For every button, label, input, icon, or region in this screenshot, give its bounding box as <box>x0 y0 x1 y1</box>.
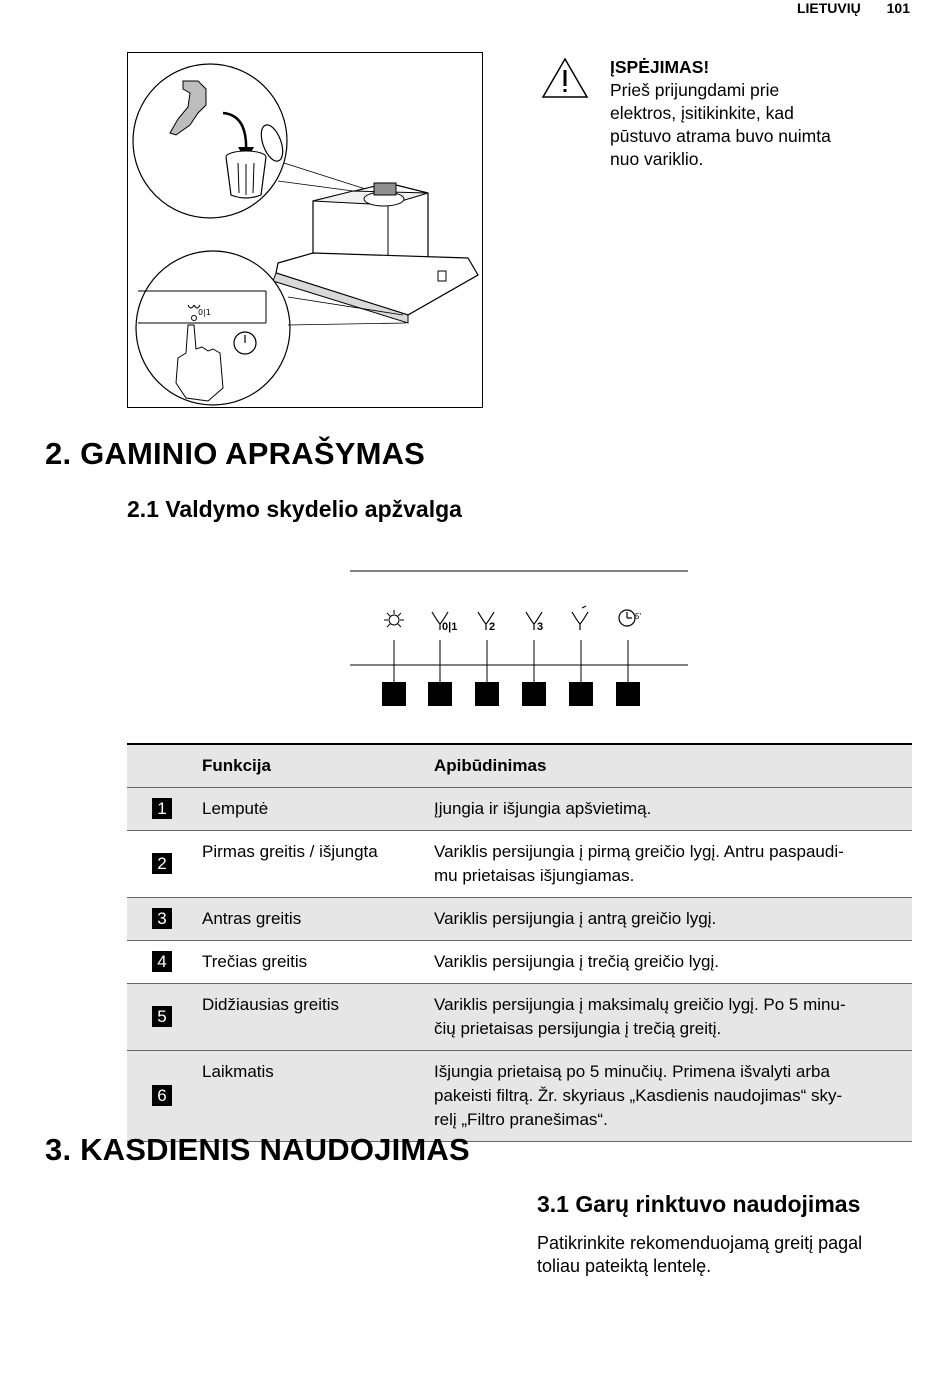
table-header-num <box>127 744 202 788</box>
speed-3-label: 3 <box>537 621 544 633</box>
warning-line: elektros, įsitikinkite, kad <box>610 103 794 123</box>
section-3-1-body <box>537 1232 917 1278</box>
section-2-title: 2. GAMINIO APRAŠYMAS <box>45 436 426 471</box>
row-description: Variklis persijungia į antrą greičio lygį. <box>434 898 912 941</box>
installation-figure <box>127 52 483 408</box>
warning-line: pūstuvo atrama buvo nuimta <box>610 126 831 146</box>
row-description: Įjungia ir išjungia apšvietimą. <box>434 788 912 831</box>
warning-line: Prieš prijungdami prie <box>610 80 780 100</box>
table-row <box>127 984 912 1051</box>
table-header-description: Apibūdinimas <box>434 744 912 788</box>
light-icon <box>384 610 404 627</box>
body-line: toliau pateiktą lentelę. <box>537 1256 712 1276</box>
body-line: Patikrinkite rekomenduojamą greitį pagal <box>537 1233 863 1253</box>
warning-line: nuo variklio. <box>610 149 704 169</box>
installation-illustration <box>128 53 482 407</box>
button-marker-6 <box>616 682 640 706</box>
control-panel-diagram <box>350 570 690 710</box>
row-function: Didžiausias greitis <box>202 984 434 1051</box>
speed-2-label: 2 <box>489 621 496 633</box>
section-3-title: 3. KASDIENIS NAUDOJIMAS <box>45 1132 470 1167</box>
warning-text <box>610 56 890 171</box>
fan-max-icon <box>572 606 588 630</box>
subsection-2-1-title: 2.1 Valdymo skydelio apžvalga <box>127 496 462 522</box>
control-panel-svg <box>350 570 690 710</box>
warning-triangle-icon <box>540 56 590 100</box>
row-number-badge: 6 <box>152 1085 172 1106</box>
row-number-badge: 1 <box>152 798 172 819</box>
row-description: Variklis persijungia į trečią greičio lygį. <box>434 952 720 971</box>
header-page-number: 101 <box>886 0 910 16</box>
table-row <box>127 831 912 898</box>
row-description: Išjungia prietaisą po 5 minučių. Primena išvalyti arba pakeisti filtrą. Žr. skyriaus „Kasdienis naudojimas“ sky- relį „Filtro pranešimas“. <box>434 1051 912 1142</box>
row-function: Lemputė <box>202 788 434 831</box>
row-number-badge: 3 <box>152 908 172 929</box>
row-function: Laikmatis <box>202 1051 434 1142</box>
row-description: Variklis persijungia į maksimalų greičio lygį. Po 5 minu- čių prietaisas persijungia į trečią greitį. <box>434 984 912 1051</box>
table-row <box>127 788 912 831</box>
row-function: Pirmas greitis / išjungta <box>202 842 378 861</box>
table-row <box>127 898 912 941</box>
timer-icon <box>619 610 635 626</box>
header-language: LIETUVIŲ <box>796 0 861 16</box>
page-header <box>775 0 910 16</box>
table-row <box>127 1051 912 1142</box>
warning-title: ĮSPĖJIMAS! <box>610 57 710 77</box>
button-marker-2 <box>428 682 452 706</box>
row-number-badge: 2 <box>152 853 172 874</box>
row-number-badge: 4 <box>152 951 172 972</box>
row-description: Variklis persijungia į pirmą greičio lygį. Antru paspaudi- mu prietaisas išjungiamas. <box>434 842 844 885</box>
row-function: Antras greitis <box>202 898 434 941</box>
button-marker-1 <box>382 682 406 706</box>
button-marker-5 <box>569 682 593 706</box>
button-marker-3 <box>475 682 499 706</box>
row-number-badge: 5 <box>152 1006 172 1027</box>
table-header-row <box>127 744 912 788</box>
table-row <box>127 941 912 984</box>
subsection-3-1-title: 3.1 Garų rinktuvo naudojimas <box>537 1191 861 1217</box>
timer-label: 5' <box>635 612 641 621</box>
fan-button-label: 0|1 <box>198 308 211 317</box>
button-marker-4 <box>522 682 546 706</box>
function-table <box>127 743 912 1142</box>
row-function: Trečias greitis <box>202 952 308 971</box>
speed-1-label: 0|1 <box>442 621 458 633</box>
table-header-function: Funkcija <box>202 744 434 788</box>
